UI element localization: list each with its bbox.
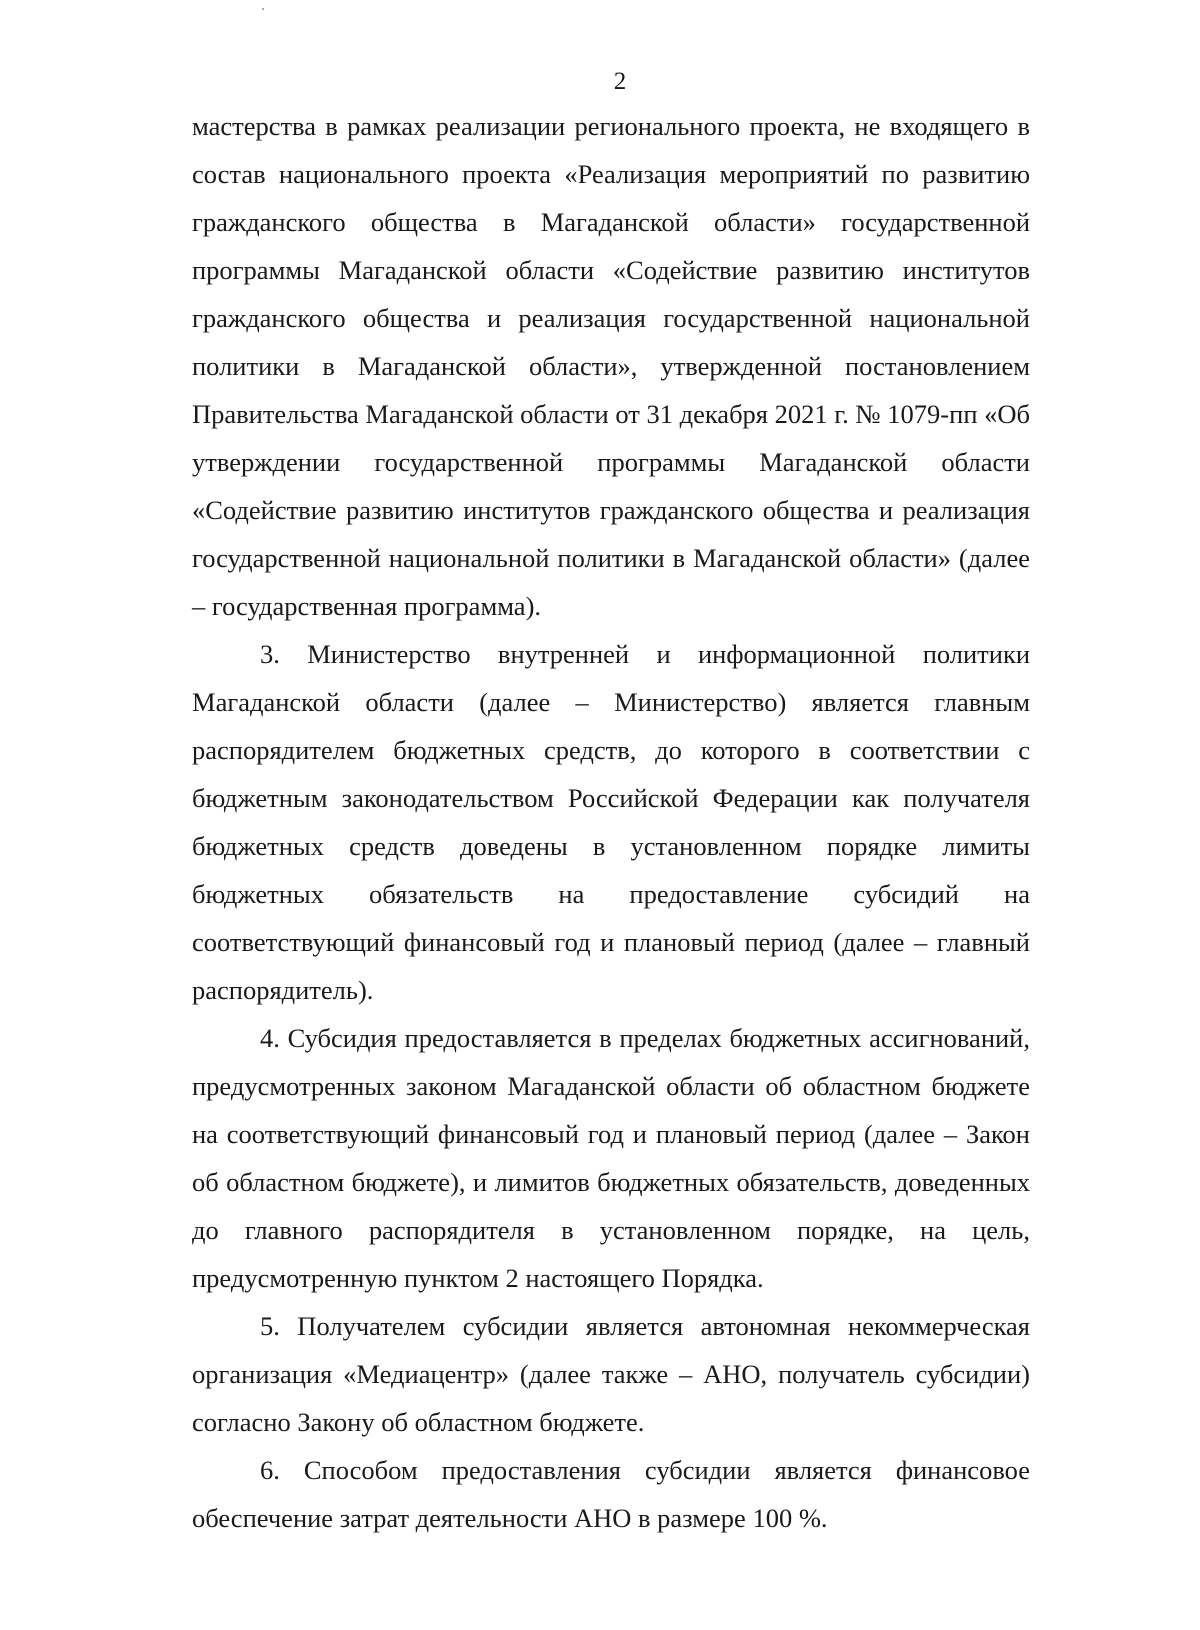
paragraph-item-4: 4. Субсидия предоставляется в пределах бюджетных ассигнований, предусмотренных законом Магаданской области об областном бюджете на соответствующий финансовый год и плановый период (далее – Закон об областном бюджете), и лимитов бюджетных обязательств, доведенных до главного распорядителя в установленном порядке, на цель, предусмотренную пунктом 2 настоящего Порядка. bbox=[192, 1023, 1030, 1293]
paragraph-item-3: 3. Министерство внутренней и информационной политики Магаданской области (далее – Министерство) является главным распорядителем бюджетных средств, до которого в соответствии с бюджетным законодательством Российской Федерации как получателя бюджетных средств доведены в установленном порядке лимиты бюджетных обязательств на предоставление субсидий на соответствующий финансовый год и плановый период (далее – главный распорядитель). bbox=[192, 639, 1030, 1005]
paragraph-item-6: 6. Способом предоставления субсидии является финансовое обеспечение затрат деятельности АНО в размере 100 %. bbox=[192, 1455, 1030, 1533]
paragraph-continuation: мастерства в рамках реализации регионального проекта, не входящего в состав национального проекта «Реализация мероприятий по развитию гражданского общества в Магаданской области» государственной программы Магаданской области «Содействие развитию институтов гражданского общества и реализация государственной национальной политики в Магаданской области», утвержденной постановлением Правительства Магаданской области от 31 декабря 2021 г. № 1079-пп «Об утверждении государственной программы Магаданской области «Содействие развитию институтов гражданского общества и реализация государственной национальной политики в Магаданской области» (далее – государственная программа). bbox=[192, 111, 1030, 621]
page-number: 2 bbox=[613, 68, 627, 95]
paragraph-item-5: 5. Получателем субсидии является автономная некоммерческая организация «Медиацентр» (далее также – АНО, получатель субсидии) согласно Закону об областном бюджете. bbox=[192, 1311, 1030, 1437]
document-body bbox=[192, 102, 1030, 1542]
scan-speck bbox=[262, 8, 264, 10]
